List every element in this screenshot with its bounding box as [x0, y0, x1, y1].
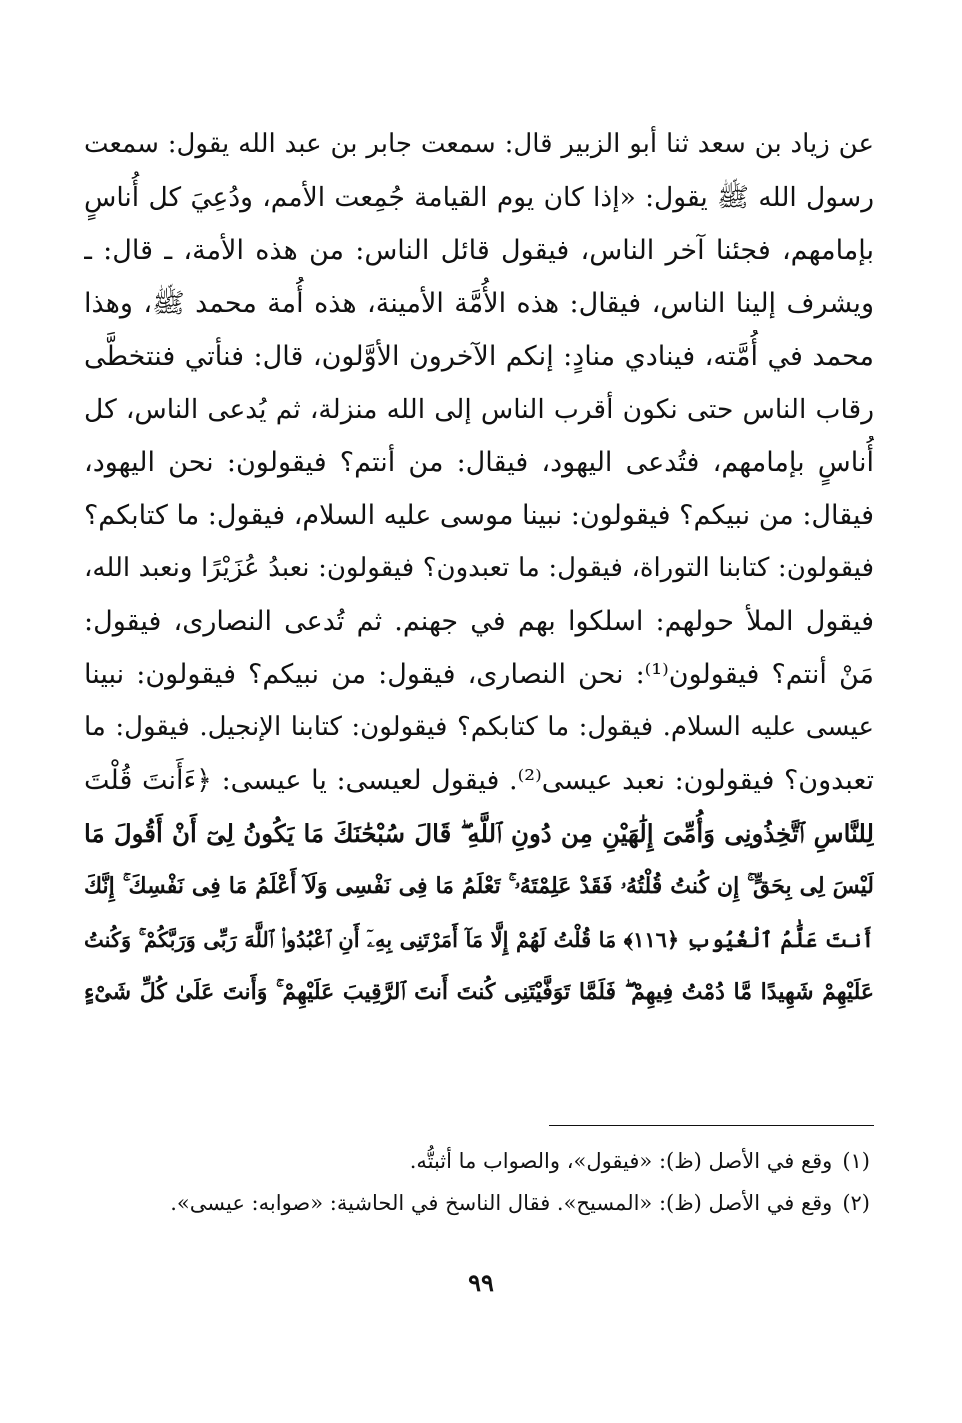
footnote-item	[90, 1140, 870, 1182]
footnote-text: وقع في الأصل (ظ): «المسيح». فقال الناسخ في الحاشية: «صوابه: عيسى».	[170, 1191, 833, 1215]
text-line: بإمامهم، فجئنا آخر الناس، فيقول قائل الناس: من هذه الأمة، ـ قال: ـ	[84, 235, 874, 266]
text-line: فيقال: من نبيكم؟ فيقولون: نبينا موسى عليه السلام، فيقول: ما كتابكم؟	[84, 500, 874, 531]
text-line: رقاب الناس حتى نكون أقرب الناس إلى الله منزلة، ثم يُدعى الناس، كل	[84, 394, 874, 425]
quran-verse-line: لَيْسَ لِى بِحَقٍّ ۚ إِن كُنتُ قُلْتُهُۥ فَقَدْ عَلِمْتَهُۥ ۚ تَعْلَمُ مَا فِى نَفْسِى وَلَآ أَعْلَمُ مَا فِى نَفْسِكَ ۚ إِنَّكَ	[84, 873, 874, 899]
text-line: فيقولون: كتابنا التوراة، فيقول: ما تعبدون؟ فيقولون: نعبدُ عُزَيْرًا ونعبد الله،	[84, 553, 874, 583]
page-number: ٩٩	[468, 1268, 494, 1297]
quran-verse-line: لِلنَّاسِ ٱتَّخِذُونِى وَأُمِّىَ إِلَٰهَيْنِ مِن دُونِ ٱللَّهِ ۖ قَالَ سُبْحَٰنَكَ مَا يَكُونُ لِىٓ أَنْ أَقُولَ مَا	[84, 819, 874, 848]
text-line: فيقول الملأ حولهم: اسلكوا بهم في جهنم. ثم تُدعى النصارى، فيقول:	[84, 606, 874, 637]
text-line: مَنْ أنتم؟ فيقولون⁽¹⁾: نحن النصارى، فيقول: من نبيكم؟ فيقولون: نبينا	[84, 659, 874, 690]
footnote-item	[90, 1182, 870, 1224]
text-line: رسول الله ﷺ يقول: «إذا كان يوم القيامة جُمِعت الأمم، ودُعِيَ كل أُناسٍ	[84, 182, 874, 213]
text-line: عن زياد بن سعد ثنا أبو الزبير قال: سمعت جابر بن عبد الله يقول: سمعت	[84, 129, 874, 159]
text-line: تعبدون؟ فيقولون: نعبد عيسى⁽²⁾. فيقول لعيسى: يا عيسى: ﴿ءَأَنتَ قُلْتَ	[84, 765, 874, 796]
footnote-text: وقع في الأصل (ظ): «فيقول»، والصواب ما أثبتُّه.	[409, 1149, 833, 1173]
quran-verse-line: عَلَيْهِمْ شَهِيدًا مَّا دُمْتُ فِيهِمْ ۖ فَلَمَّا تَوَفَّيْتَنِى كُنتَ أَنتَ ٱلرَّقِيبَ عَلَيْهِمْ ۚ وَأَنتَ عَلَىٰ كُلِّ شَىْءٍ	[84, 979, 874, 1005]
footnote-number: (١)	[842, 1149, 870, 1173]
text-line: محمد في أُمَّته، فينادي منادٍ: إنكم الآخرون الأوَّلون، قال: فنأتي فنتخطَّى	[84, 341, 874, 372]
text-line: أُناسٍ بإمامهم، فتُدعى اليهود، فيقال: من أنتم؟ فيقولون: نحن اليهود،	[84, 447, 874, 478]
footnote-number: (٢)	[842, 1191, 870, 1215]
text-line: ويشرف إلينا الناس، فيقال: هذه الأُمَّة الأمينة، هذه أُمة محمد ﷺ، وهذا	[84, 288, 874, 319]
main-text-block	[84, 118, 874, 1019]
text-line: عيسى عليه السلام. فيقول: ما كتابكم؟ فيقولون: كتابنا الإنجيل. فيقول: ما	[84, 712, 874, 742]
quran-verse-line: أَنتَ عَلَّٰمُ ٱلْغُيُوبِ ﴿١١٦﴾ مَا قُلْتُ لَهُمْ إِلَّا مَآ أَمَرْتَنِى بِهِۦٓ أَنِ ٱعْبُدُوا۟ ٱللَّهَ رَبِّى وَرَبَّكُمْ ۚ وَكُنتُ	[84, 927, 874, 952]
footnotes	[90, 1140, 870, 1224]
footnote-divider	[549, 1125, 874, 1126]
